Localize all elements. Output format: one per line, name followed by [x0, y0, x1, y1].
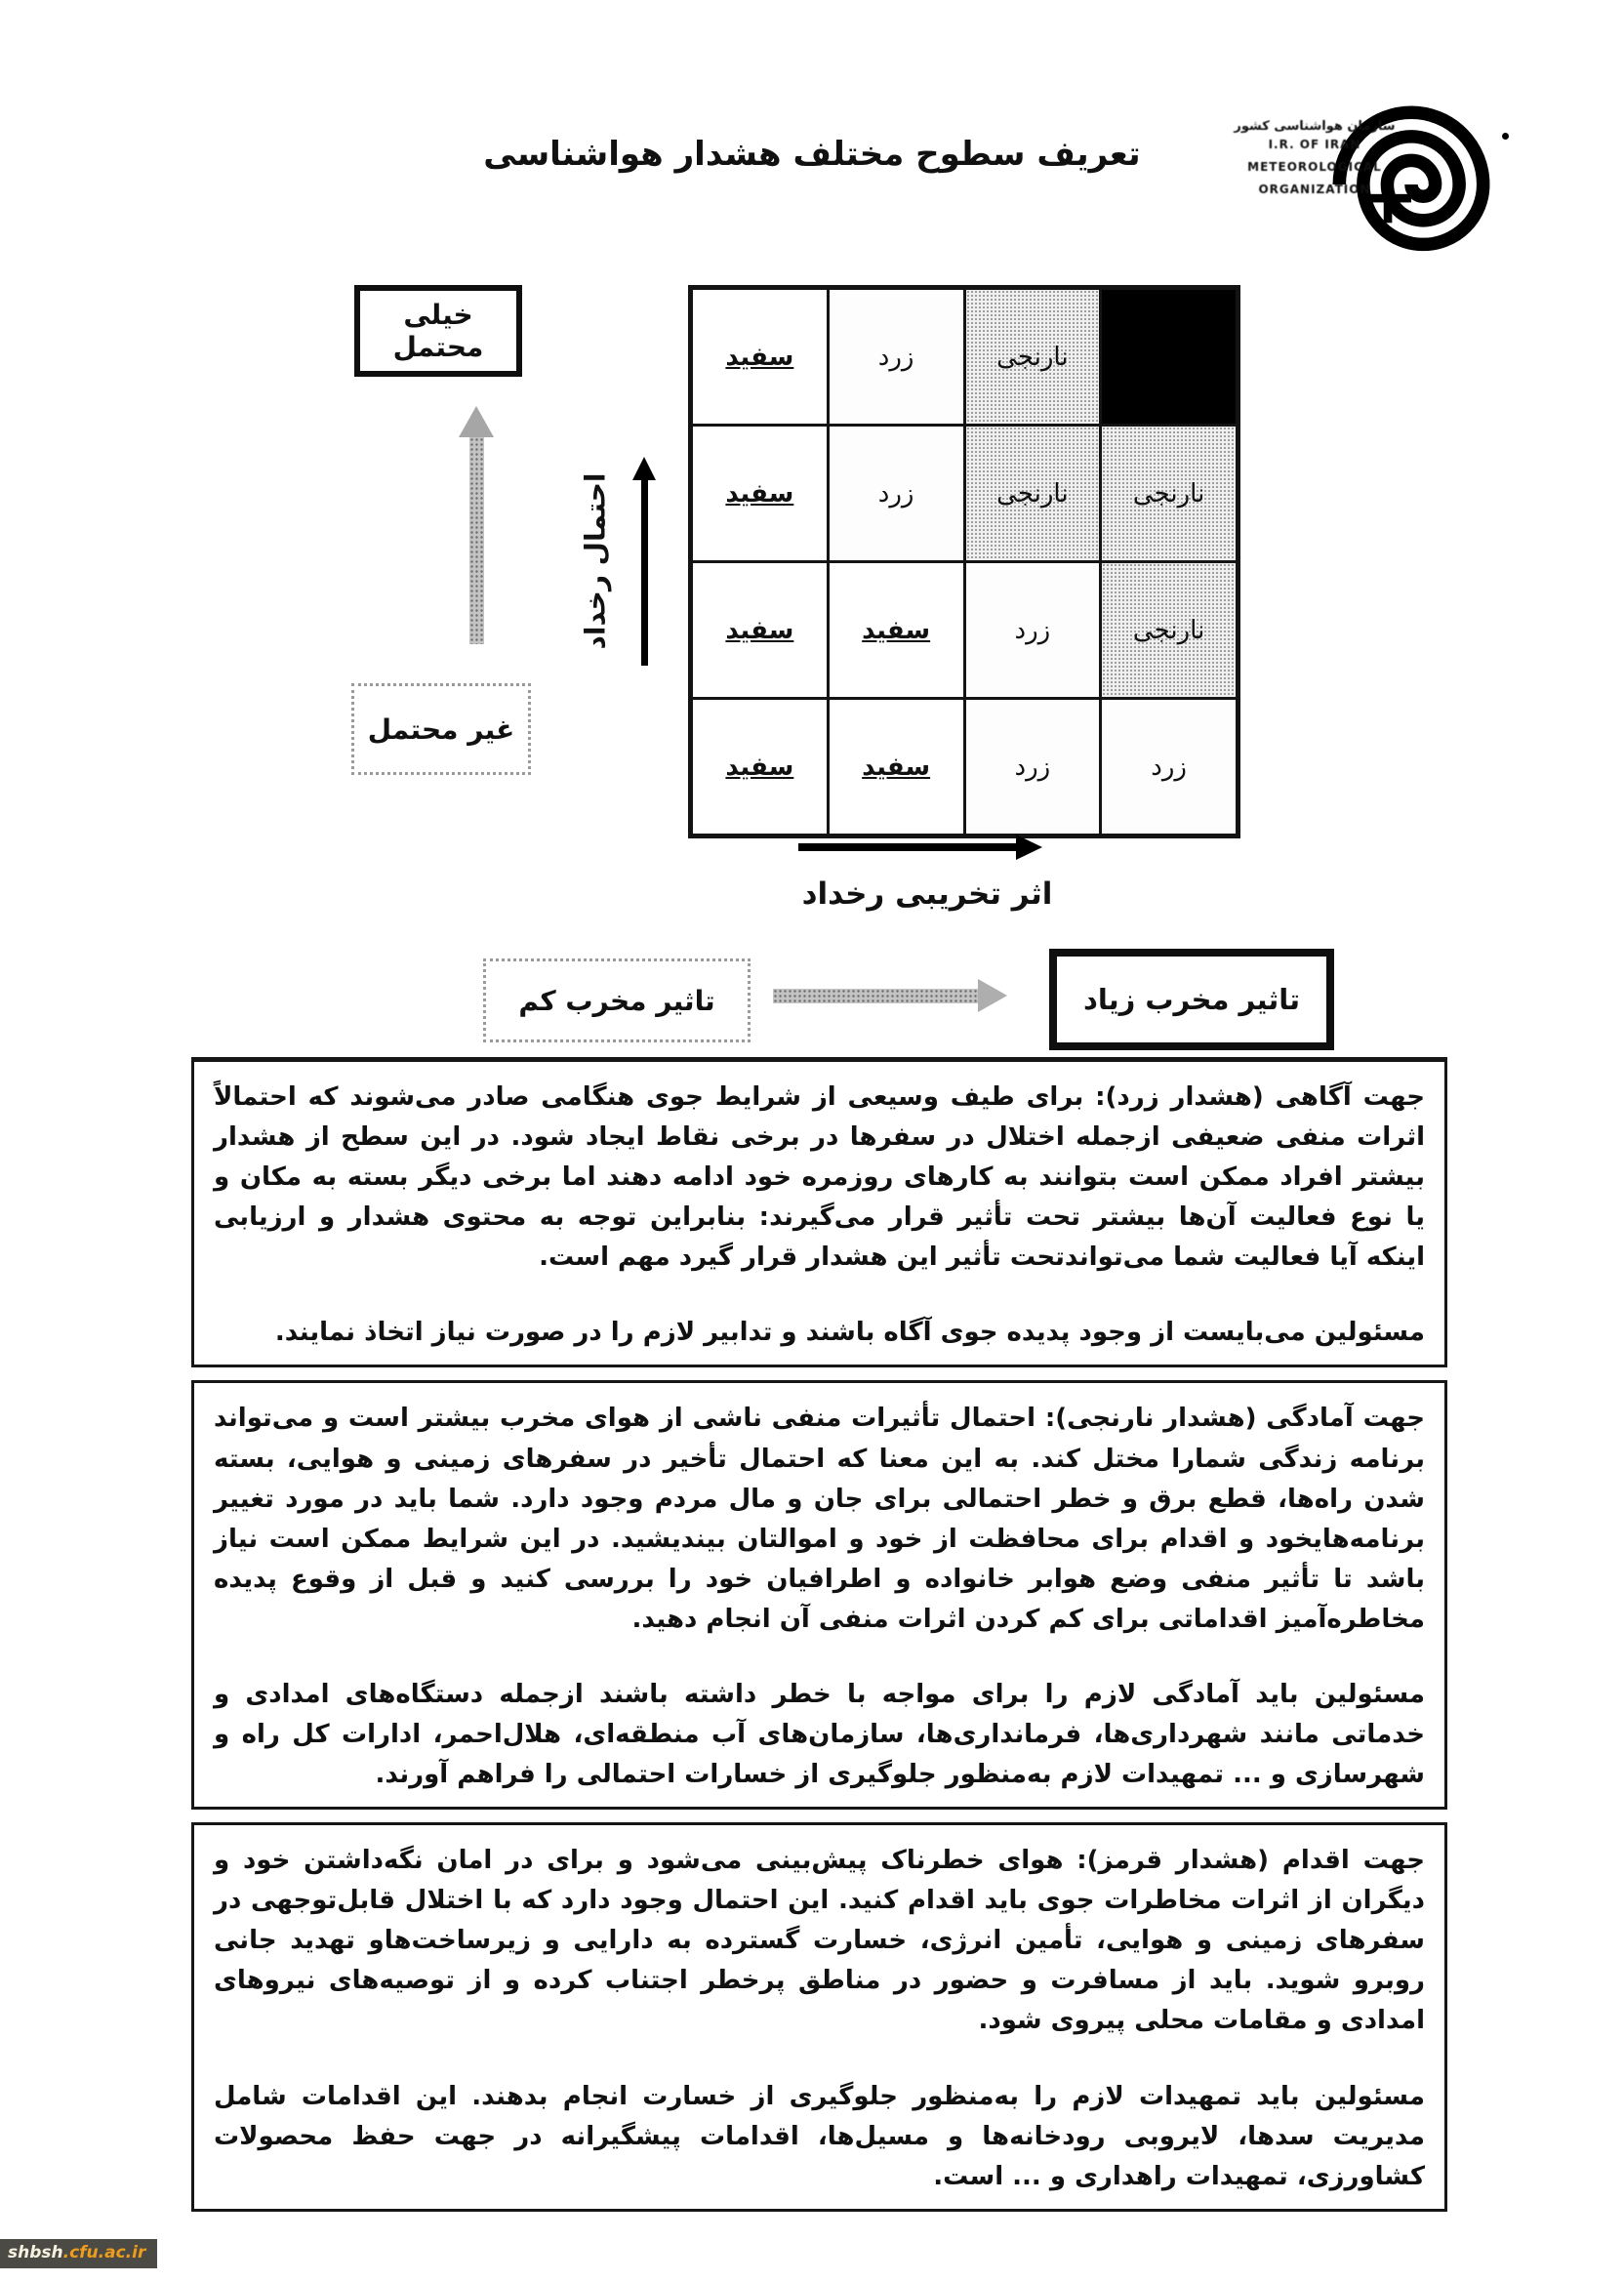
- black-arrowhead-up: [632, 457, 656, 480]
- logo-text-line1: I.R. OF IRAN: [1268, 138, 1361, 151]
- label-unlikely: غیر محتمل: [351, 683, 531, 775]
- cell-label: سفید: [725, 478, 794, 509]
- cell-label: زرد: [1151, 752, 1187, 782]
- orange-warning-note: مسئولین باید آمادگی لازم را برای مواجه با خطر داشته باشند ازجمله دستگاه‌های امدادی و خدماتی مانند شهرداری‌ها، فرمانداری‌ها، سازمان‌های آب منطقه‌ای، هلال‌احمر، ادارات کل راه و شهرسازی و ... تمهیدات لازم به‌منظور جلوگیری از خسارات احتمالی را فراهم آورند.: [214, 1679, 1425, 1790]
- matrix-cell-r1c3: [966, 290, 1100, 424]
- matrix-cell-r2c4: [1102, 427, 1236, 560]
- matrix-cell-r4c2: [830, 700, 963, 834]
- probability-axis-arrow-icon: [632, 457, 656, 666]
- probability-gray-arrow-icon: [459, 406, 494, 644]
- org-logo: [1232, 94, 1513, 284]
- watermark: [0, 2239, 157, 2268]
- cell-label: نارنجی: [996, 342, 1069, 372]
- matrix-cell-r3c1: [693, 563, 827, 697]
- watermark-domain: .cfu.ac.ir: [62, 2243, 146, 2262]
- cell-label: زرد: [1014, 615, 1051, 645]
- warning-section-orange: [191, 1380, 1447, 1810]
- red-warning-note: مسئولین باید تمهیدات لازم را به‌منظور جلوگیری از خسارت انجام بدهند. این اقدامات شامل مدیریت سدها، لایروبی رودخانه‌ها و مسیل‌ها، اقدامات پیشگیرانه در جهت حفظ محصولات کشاورزی، تمهیدات راهداری و ... است.: [214, 2081, 1425, 2191]
- warning-section-red: [191, 1822, 1447, 2212]
- impact-gray-arrow-icon: [773, 979, 1007, 1012]
- yellow-warning-body: جهت آگاهی (هشدار زرد): برای طیف وسیعی از شرایط جوی هنگامی صادر می‌شوند که احتمالاً اثرات منفی ضعیفی ازجمله اختلال در سفرها در برخی نقاط ایجاد شود. در این سطح از هشدار بیشتر افراد ممکن است بتوانند به کارهای روزمره خود ادامه دهند اما برخی دیگر بسته به مکان و یا نوع فعالیت آن‌ها بیشتر تحت تأثیر قرار می‌گیرند: بنابراین توجه به محتوی هشدار و ارزیابی اینکه آیا فعالیت شما می‌تواندتحت تأثیر این هشدار قرار گیرد مهم است.: [214, 1082, 1425, 1273]
- matrix-cell-r4c4: [1102, 700, 1236, 834]
- warning-sections: [191, 1057, 1447, 2224]
- logo-text-line3: ORGANIZATION: [1258, 183, 1371, 196]
- matrix-cell-r2c3: [966, 427, 1100, 560]
- yellow-warning-note: مسئولین می‌بایست از وجود پدیده جوی آگاه باشند و تدابیر لازم را در صورت نیاز اتخاذ نمایند.: [274, 1318, 1425, 1348]
- cell-label: سفید: [725, 752, 794, 782]
- warning-section-yellow: [191, 1057, 1447, 1367]
- matrix-cell-r3c3: [966, 563, 1100, 697]
- cell-label: نارنجی: [996, 478, 1069, 509]
- cell-label: سفید: [725, 342, 794, 372]
- gray-arrowhead-up: [459, 406, 494, 437]
- cell-label: نارنجی: [1132, 615, 1205, 645]
- matrix-cell-r2c1: [693, 427, 827, 560]
- matrix-cell-r2c2: [830, 427, 963, 560]
- orange-warning-body: جهت آمادگی (هشدار نارنجی): احتمال تأثیرات منفی ناشی از هوای مخرب بیشتر است و می‌تواند برنامه زندگی شمارا مختل کند. به این معنا که احتمال تأخیر در سفرهای زمینی و هوایی، بسته شدن راه‌ها، قطع برق و خطر احتمالی برای جان و مال مردم وجود دارد. شما باید در مورد تغییر برنامه‌هایخود و اقدام برای محافظت از خود و اموالتان بیندیشید. در این شرایط ممکن است نیاز باشد تا تأثیر منفی وضع هوابر خانواده و اطرافیان خود را بررسی کنید و قبل از وقوع پدیده مخاطره‌آمیز اقداماتی برای کم کردن اثرات منفی آن انجام دهید.: [214, 1404, 1425, 1634]
- watermark-site: shbsh: [8, 2243, 63, 2262]
- label-low-impact: تاثیر مخرب کم: [483, 958, 751, 1042]
- x-axis-title: اثر تخریبی رخداد: [801, 876, 1053, 912]
- risk-matrix: [688, 285, 1240, 838]
- matrix-cell-r4c1: [693, 700, 827, 834]
- logo-text-persian: سازمان هواشناسی کشور: [1234, 119, 1396, 134]
- gray-arrowhead-right: [978, 979, 1007, 1012]
- gray-arrow-shaft-h: [773, 989, 978, 1003]
- black-arrow-shaft-h: [798, 843, 1016, 851]
- logo-text-line2: METEOROLOGICAL: [1247, 160, 1382, 174]
- label-very-likely: خیلی محتمل: [354, 285, 522, 377]
- black-arrow-shaft: [641, 480, 648, 666]
- cell-label: سفید: [862, 615, 931, 645]
- label-high-impact: تاثیر مخرب زیاد: [1049, 949, 1334, 1050]
- black-arrowhead-right: [1016, 835, 1042, 860]
- matrix-cell-r1c1: [693, 290, 827, 424]
- matrix-cell-r3c4: [1102, 563, 1236, 697]
- dot-mark: [1502, 133, 1509, 140]
- gray-arrow-shaft: [469, 437, 484, 644]
- logo-text: [1232, 119, 1398, 201]
- red-warning-body: جهت اقدام (هشدار قرمز): هوای خطرناک پیش‌بینی می‌شود و برای در امان نگه‌داشتن خود و دیگران از اثرات مخاطرات جوی باید اقدام کنید. این احتمال وجود دارد که با اختلال قابل‌توجهی در سفرهای زمینی و هوایی، تأمین انرژی، خسارت گسترده به دارایی و زیرساخت‌هاو تهدید جانی روبرو شوید. باید از مسافرت و حضور در مناطق پرخطر اجتناب کرده و از توصیه‌های نیروهای امدادی و مقامات محلی پیروی شود.: [214, 1846, 1425, 2036]
- matrix-cell-r1c4: [1102, 290, 1236, 424]
- matrix-cell-r1c2: [830, 290, 963, 424]
- cell-label: زرد: [877, 478, 914, 509]
- cell-label: سفید: [725, 615, 794, 645]
- cell-label: زرد: [1014, 752, 1051, 782]
- y-axis-title: احتمال رخداد: [579, 472, 612, 650]
- cell-label: نارنجی: [1132, 478, 1205, 509]
- matrix-cell-r3c2: [830, 563, 963, 697]
- impact-axis-arrow-icon: [798, 835, 1042, 860]
- cell-label: زرد: [877, 342, 914, 372]
- matrix-cell-r4c3: [966, 700, 1100, 834]
- page-title: تعریف سطوح مختلف هشدار هواشناسی: [483, 135, 1141, 174]
- cell-label: سفید: [862, 752, 931, 782]
